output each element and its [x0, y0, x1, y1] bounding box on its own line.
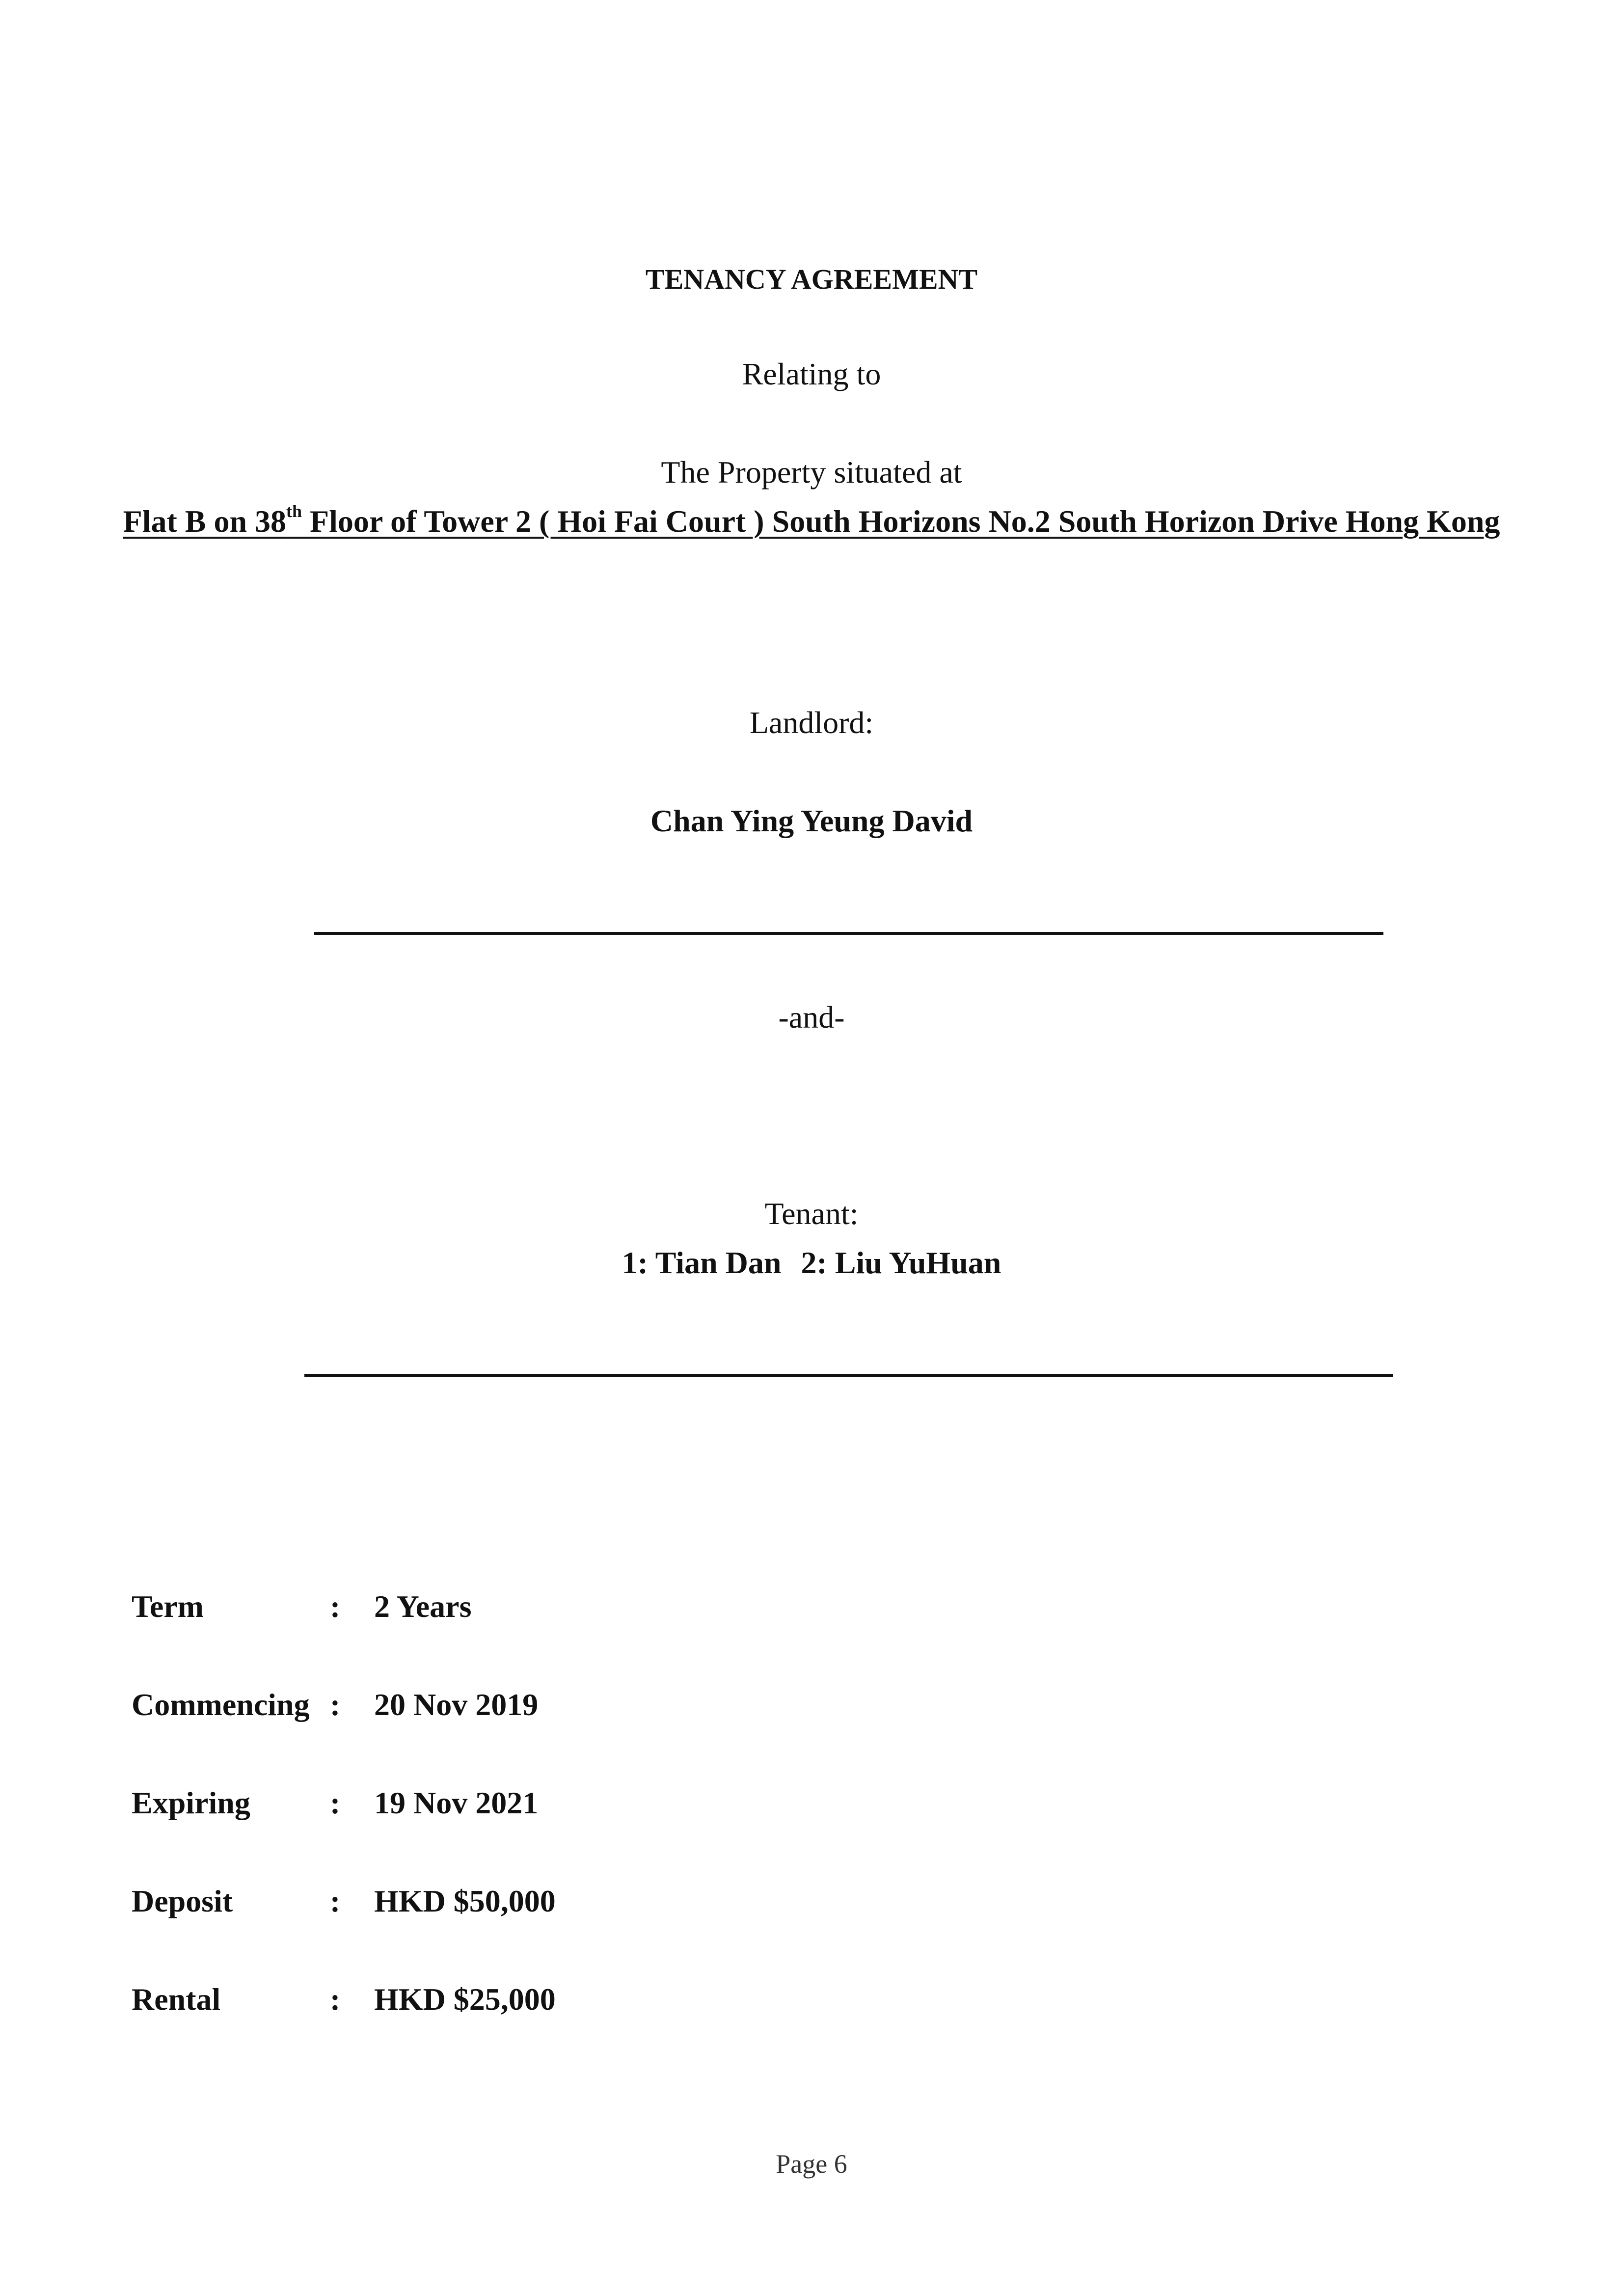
- commencing-label: Commencing: [132, 1687, 310, 1722]
- expiring-label: Expiring: [132, 1785, 250, 1820]
- deposit-label: Deposit: [132, 1884, 233, 1918]
- commencing-value: 20 Nov 2019: [374, 1687, 539, 1722]
- deposit-colon: :: [330, 1884, 341, 1918]
- landlord-label: Landlord:: [749, 705, 874, 740]
- term-colon: :: [330, 1589, 341, 1624]
- commencing-colon: :: [330, 1687, 341, 1722]
- tenant-name-2: 2: Liu YuHuan: [801, 1245, 1001, 1280]
- deposit-value: HKD $50,000: [374, 1884, 556, 1918]
- tenant-signature-line: [304, 1374, 1393, 1377]
- address-part-start: Flat B on 38: [123, 504, 287, 539]
- and-separator: -and-: [778, 1000, 845, 1035]
- tenant-name-1: 1: Tian Dan: [622, 1245, 782, 1280]
- tenant-names: [0, 1247, 1623, 1279]
- rental-colon: :: [330, 1982, 341, 2017]
- property-intro-text: The Property situated at: [661, 455, 962, 490]
- address-ordinal-suffix: th: [286, 501, 302, 521]
- page-number: Page 6: [776, 2149, 847, 2179]
- rental-value: HKD $25,000: [374, 1982, 556, 2017]
- landlord-signature-line: [314, 932, 1383, 935]
- expiring-colon: :: [330, 1785, 341, 1820]
- expiring-value: 19 Nov 2021: [374, 1785, 539, 1820]
- rental-label: Rental: [132, 1982, 221, 2017]
- term-value: 2 Years: [374, 1589, 472, 1624]
- address-part-end: Floor of Tower 2 ( Hoi Fai Court ) South Horizons No.2 South Horizon Drive Hong Kong: [302, 504, 1500, 539]
- tenant-label: Tenant:: [764, 1196, 859, 1231]
- document-title: TENANCY AGREEMENT: [645, 263, 978, 295]
- landlord-name: Chan Ying Yeung David: [650, 803, 973, 838]
- term-label: Term: [132, 1589, 204, 1624]
- relating-to-text: Relating to: [742, 356, 881, 391]
- property-address: [0, 501, 1623, 539]
